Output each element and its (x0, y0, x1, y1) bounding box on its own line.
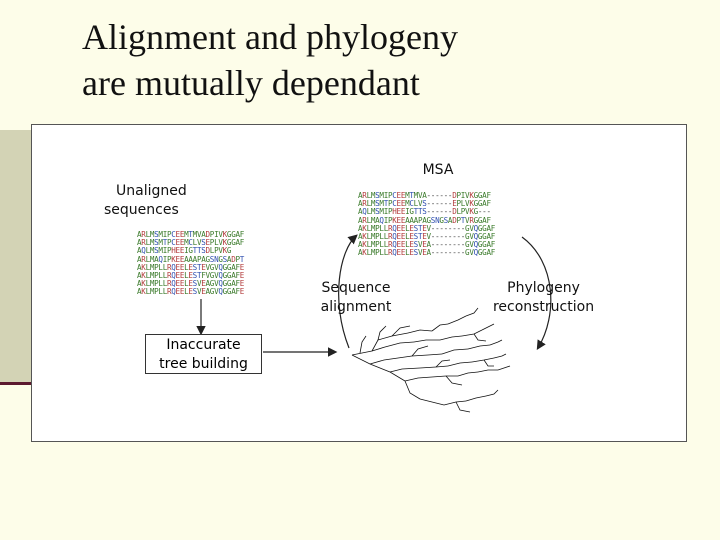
sequence-line: AKLMPLLRQEELESTEV--------GVQGGAF (358, 223, 495, 233)
sequence-line: AKLMPLLRQEELESTFVGVQGGAFE (137, 271, 245, 281)
unaligned-sequence-block (137, 231, 244, 297)
msa-label: MSA (422, 162, 454, 178)
sequence-line: ARLMSMIPCEEMTMVADPIVKGGAF (137, 230, 245, 239)
sequence-alignment-label (296, 279, 416, 317)
sequence-line: AQLMSMIPHEEIGTTS------DLPVKG--- (358, 207, 491, 217)
phylogeny-reconstruction-label (481, 279, 606, 317)
unaligned-label-line1: Unaligned (116, 183, 187, 199)
sequence-alignment-line2: alignment (320, 299, 392, 315)
sequence-line: AKLMPLLRQEELESVEAGVQGGAFE (137, 279, 245, 289)
unaligned-sequences-label (104, 182, 204, 220)
sequence-line: ARLMSMIPCEEMTMVA------DPIVKGGAF (358, 191, 491, 200)
sequence-alignment-line1: Sequence (321, 280, 391, 296)
inaccurate-tree-building-box (145, 334, 262, 374)
slide-title-line2: are mutually dependant (82, 63, 420, 103)
sequence-line: AKLMPLLRQEELESVEA--------GVQGGAF (358, 248, 495, 258)
inaccurate-line1: Inaccurate (166, 337, 241, 353)
sequence-line: AKLMPLLRQEELESVEA--------GVQGGAF (358, 240, 495, 250)
sequence-line: ARLMAQIPKEEAAAPAGSNGSADPT (137, 254, 245, 264)
sequence-line: ARLMSMTPCEEMCLVSEPLVKGGAF (137, 238, 245, 248)
inaccurate-line2: tree building (159, 356, 248, 372)
aligned-sequence-block (358, 192, 495, 258)
sequence-line: ARLMAQIPKEEAAAPAGSNGSADPTVRGGAF (358, 215, 491, 225)
unaligned-label-line2: sequences (104, 202, 179, 218)
sequence-line: AKLMPLLRQEELESVEAGVQGGAFE (137, 287, 245, 297)
sequence-line: AQLMSMIPHEEIGTTSDLPVKG (137, 246, 232, 256)
phylogeny-line2: reconstruction (492, 299, 595, 315)
slide-title-line1: Alignment and phylogeny (82, 17, 458, 57)
sequence-line: AKLMPLLRQEELESTEVGVQGGAFE (137, 262, 245, 272)
sequence-line: ARLMSMTPCEEMCLVS------EPLVKGGAF (358, 199, 491, 209)
phylogeny-line1: Phylogeny (507, 280, 580, 296)
sequence-line: AKLMPLLRQEELESTEV--------GVQGGAF (358, 232, 495, 242)
phylogenetic-tree (352, 308, 510, 412)
